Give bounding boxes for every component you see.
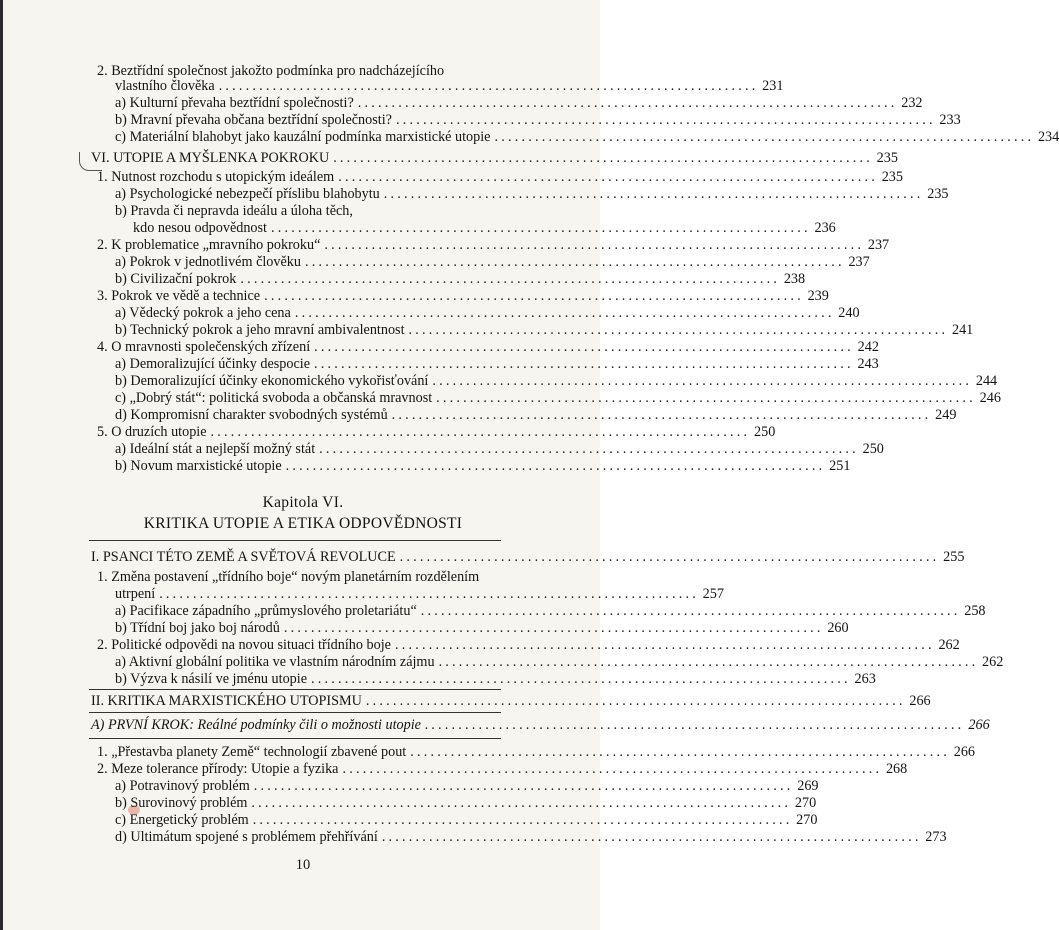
toc-entry-title: utrpení: [115, 586, 156, 602]
dot-leader: ................................................................................: [420, 603, 961, 619]
toc-entry-page: 241: [951, 322, 974, 338]
dot-leader: ................................................................................: [408, 322, 949, 338]
toc-entry: [115, 304, 860, 322]
toc-entry-page: 243: [857, 356, 879, 372]
dot-leader: ................................................................................: [304, 254, 845, 270]
dot-leader: ................................................................................: [251, 795, 792, 811]
toc-entry-title: b) Výzva k násilí ve jménu utopie: [115, 671, 308, 687]
toc-entry-title: b) Civilizační pokrok: [115, 271, 237, 287]
toc-entry-title: b) Demoralizující účinky ekonomického vykořisťování: [115, 373, 429, 389]
toc-entry: [115, 585, 724, 603]
toc-entry: [115, 94, 923, 112]
toc-entry-page: 244: [975, 373, 998, 389]
toc-entry-page: 235: [881, 169, 903, 185]
toc-entry-title: 2. Beztřídní společnost jakožto podmínka pro nadcházejícího: [97, 63, 445, 79]
toc-entry-title: c) „Dobrý stát“: politická svoboda a občanská mravnost: [115, 390, 433, 406]
toc-entry-title: d) Kompromisní charakter svobodných systémů: [115, 407, 388, 423]
toc-entry: [115, 185, 949, 203]
toc-entry-title: 3. Pokrok ve vědě a technice: [97, 288, 261, 304]
toc-entry-title: b) Surovinový problém: [115, 795, 248, 811]
toc-entry-page: 262: [938, 637, 960, 653]
toc-entry: [97, 287, 829, 305]
toc-entry-page: 235: [876, 150, 898, 166]
dot-leader: ................................................................................: [432, 373, 973, 389]
toc-entry-page: 239: [807, 288, 829, 304]
dot-leader: ................................................................................: [294, 305, 835, 321]
dot-leader: ................................................................................: [395, 112, 936, 128]
section-rule: [89, 689, 501, 690]
toc-entry-page: 263: [854, 671, 876, 687]
toc-entry-page: 266: [909, 693, 931, 709]
dot-leader: ................................................................................: [381, 829, 922, 845]
dot-leader: ................................................................................: [252, 812, 793, 828]
toc-entry: [91, 149, 898, 167]
toc-entry: [115, 389, 1001, 407]
toc-entry-title: 2. Politické odpovědi na novou situaci třídního boje: [97, 637, 391, 653]
toc-entry: [97, 423, 776, 441]
toc-entry: [115, 111, 961, 129]
toc-entry-title: I. PSANCI TÉTO ZEMĚ A SVĚTOVÁ REVOLUCE: [91, 549, 396, 565]
toc-entry-page: 236: [814, 220, 836, 236]
toc-entry: [115, 811, 818, 829]
toc-entry: [97, 743, 976, 761]
toc-entry: [115, 372, 998, 390]
toc-entry: [115, 457, 851, 475]
toc-entry-title: II. KRITIKA MARXISTICKÉHO UTOPISMU: [91, 693, 362, 709]
toc-entry-page: 235: [927, 186, 949, 202]
toc-entry-title: b) Technický pokrok a jeho mravní ambivalentnost: [115, 322, 405, 338]
dot-leader: ................................................................................: [253, 778, 794, 794]
toc-entry-page: 266: [968, 717, 990, 733]
toc-entry-title: vlastního člověka: [115, 78, 215, 94]
toc-entry: [91, 692, 931, 710]
toc-entry-title: 2. Meze tolerance přírody: Utopie a fyzika: [97, 761, 339, 777]
toc-entry-title: a) Pacifikace západního „průmyslového proletariátu“: [115, 603, 417, 619]
toc-entry: [115, 77, 784, 95]
toc-entry: [115, 794, 817, 812]
dot-leader: ................................................................................: [285, 458, 826, 474]
dot-leader: ................................................................................: [436, 390, 976, 406]
toc-entry-page: 250: [862, 441, 884, 457]
toc-entry-page: 270: [794, 795, 817, 811]
toc-entry-title: VI. UTOPIE A MYŠLENKA POKROKU: [91, 150, 330, 166]
toc-entry-title: 1. Změna postavení „třídního boje“ novým planetárním rozdělením: [97, 569, 480, 585]
toc-entry-page: 242: [857, 339, 879, 355]
toc-entry: [115, 602, 986, 620]
toc-entry: [115, 321, 974, 339]
toc-entry-title: kdo nesou odpovědnost: [133, 220, 267, 236]
toc-entry-page: 240: [838, 305, 860, 321]
toc-entry: [115, 828, 947, 846]
toc-entry: [97, 568, 531, 586]
toc-entry-page: 266: [953, 744, 976, 760]
dot-leader: ................................................................................: [210, 424, 751, 440]
toc-entry-title: b) Pravda či nepravda ideálu a úloha těch,: [115, 203, 353, 219]
toc-entry-page: 250: [754, 424, 776, 440]
toc-entry: [115, 440, 884, 458]
toc-entry: [97, 760, 908, 778]
toc-entry-page: 268: [885, 761, 908, 777]
toc-entry-page: 257: [702, 586, 724, 602]
toc-entry: [115, 128, 1059, 146]
toc-entry-title: A) PRVNÍ KROK: Reálné podmínky čili o možnosti utopie: [91, 717, 421, 733]
dot-leader: ................................................................................: [391, 407, 932, 423]
dot-leader: ................................................................................: [324, 237, 865, 253]
toc-entry-title: a) Pokrok v jednotlivém člověku: [115, 254, 301, 270]
toc-entry-title: c) Materiální blahobyt jako kauzální podmínka marxistické utopie: [115, 129, 491, 145]
dot-leader: ................................................................................: [271, 220, 811, 236]
toc-entry-title: a) Ideální stát a nejlepší možný stát: [115, 441, 316, 457]
toc-entry-page: 234: [1037, 129, 1059, 145]
dot-leader: ................................................................................: [342, 761, 883, 777]
page-number: 10: [295, 857, 311, 873]
toc-entry-title: a) Potravinový problém: [115, 778, 250, 794]
chapter-rule: [89, 540, 501, 541]
dot-leader: ................................................................................: [399, 549, 940, 565]
toc-entry-page: 237: [867, 237, 890, 253]
toc-entry: [115, 653, 1004, 671]
dot-leader: ................................................................................: [333, 150, 873, 166]
dot-leader: ................................................................................: [240, 271, 781, 287]
toc-entry-title: b) Novum marxistické utopie: [115, 458, 282, 474]
toc-entry-page: 262: [982, 654, 1004, 670]
toc-entry-title: 1. Nutnost rozchodu s utopickým ideálem: [97, 169, 335, 185]
toc-entry-title: a) Kulturní převaha beztřídní společnosti?: [115, 95, 354, 111]
dot-leader: ................................................................................: [410, 744, 951, 760]
toc-entry-page: 237: [848, 254, 870, 270]
toc-entry-title: 1. „Přestavba planety Země“ technologií zbavené pout: [97, 744, 407, 760]
toc-entry-title: a) Psychologické nebezpečí příslibu blahobytu: [115, 186, 380, 202]
toc-entry: [115, 777, 819, 795]
dot-leader: ................................................................................: [314, 356, 854, 372]
dot-leader: ................................................................................: [319, 441, 859, 457]
toc-entry-title: c) Energetický problém: [115, 812, 249, 828]
dot-leader: ................................................................................: [424, 717, 965, 733]
toc-entry: [115, 670, 876, 688]
dot-leader: ................................................................................: [357, 95, 898, 111]
toc-entry: [97, 168, 903, 186]
toc-entry: [97, 636, 960, 654]
dot-leader: ................................................................................: [264, 288, 804, 304]
toc-entry: [115, 270, 806, 288]
section-rule: [89, 712, 501, 713]
dot-leader: ................................................................................: [394, 637, 935, 653]
toc-entry: [115, 355, 879, 373]
section-rule: [89, 738, 501, 739]
toc-entry-title: a) Vědecký pokrok a jeho cena: [115, 305, 291, 321]
toc-entry: [91, 548, 965, 566]
toc-entry: [115, 253, 870, 271]
toc-entry-page: 260: [827, 620, 849, 636]
toc-entry: [97, 236, 890, 254]
toc-entry-page: 273: [925, 829, 947, 845]
toc-entry: [115, 619, 849, 637]
toc-entry-page: 251: [829, 458, 851, 474]
toc-entry-page: 232: [901, 95, 923, 111]
dot-leader: ................................................................................: [494, 129, 1035, 145]
toc-entry-title: b) Třídní boj jako boj národů: [115, 620, 280, 636]
toc-entry: [133, 219, 836, 237]
toc-entry: [97, 338, 879, 356]
dot-leader: ................................................................................: [383, 186, 924, 202]
toc-entry-title: a) Demoralizující účinky despocie: [115, 356, 311, 372]
dot-leader: ................................................................................: [438, 654, 979, 670]
dot-leader: ................................................................................: [218, 78, 759, 94]
toc-entry: [115, 406, 957, 424]
dot-leader: ................................................................................: [283, 620, 824, 636]
dot-leader: ................................................................................: [314, 339, 854, 355]
chapter-title: KRITIKA UTOPIE A ETIKA ODPOVĚDNOSTI: [143, 515, 463, 532]
toc-entry-page: 233: [939, 112, 961, 128]
toc-entry-title: a) Aktivní globální politika ve vlastním národním zájmu: [115, 654, 435, 670]
toc-entry-title: 4. O mravnosti společenských zřízení: [97, 339, 311, 355]
toc-entry-page: 258: [964, 603, 986, 619]
toc-entry: [115, 202, 531, 220]
toc-entry-page: 269: [797, 778, 819, 794]
dot-leader: ................................................................................: [338, 169, 878, 185]
dot-leader: ................................................................................: [365, 693, 906, 709]
toc-entry-page: 249: [935, 407, 957, 423]
toc-entry: [91, 716, 990, 734]
chapter-number: Kapitola VI.: [262, 494, 344, 511]
toc-entry-title: d) Ultimátum spojené s problémem přehřívání: [115, 829, 378, 845]
toc-entry-page: 246: [979, 390, 1001, 406]
toc-entry-page: 231: [762, 78, 784, 94]
toc-entry-title: b) Mravní převaha občana beztřídní společnosti?: [115, 112, 392, 128]
toc-entry-page: 255: [943, 549, 965, 565]
toc-entry-page: 238: [783, 271, 806, 287]
toc-entry-title: 2. K problematice „mravního pokroku“: [97, 237, 321, 253]
toc-entry-title: 5. O druzích utopie: [97, 424, 207, 440]
dot-leader: ................................................................................: [311, 671, 851, 687]
toc-entry-page: 270: [796, 812, 818, 828]
dot-leader: ................................................................................: [159, 586, 699, 602]
